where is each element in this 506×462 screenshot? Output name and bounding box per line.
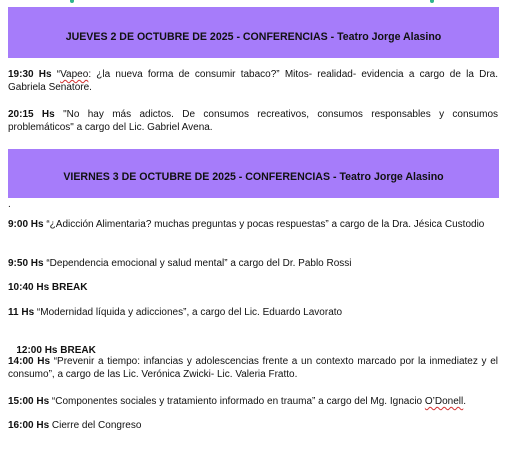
item-time: 10:40 Hs BREAK xyxy=(8,282,88,293)
item-time: 12:00 Hs BREAK xyxy=(13,344,96,356)
thursday-item-1930 xyxy=(8,69,498,94)
item-text: “¿Adicción Alimentaria? muchas preguntas y pocas respuestas” a cargo de la Dra. Jésica Custodio xyxy=(43,219,485,230)
friday-item-0950 xyxy=(8,258,498,271)
item-text: Cierre del Congreso xyxy=(49,420,142,431)
item-text: “Modernidad líquida y adicciones”, a cargo del Lic. Eduardo Lavorato xyxy=(34,307,343,318)
item-text: “Componentes sociales y tratamiento informado en trauma” a cargo del Mg. Ignacio xyxy=(49,396,425,407)
thursday-header: JUEVES 2 DE OCTUBRE DE 2025 - CONFERENCIAS - Teatro Jorge Alasino xyxy=(8,7,499,58)
friday-header: VIERNES 3 DE OCTUBRE DE 2025 - CONFERENCIAS - Teatro Jorge Alasino xyxy=(8,149,499,198)
spellcheck-word: O’Donell xyxy=(424,396,464,407)
friday-item-1500 xyxy=(8,396,498,409)
item-text: : ¿la nueva forma de consumir tabaco?” Mitos- realidad- evidencia a cargo de la Dra. Gabriela Senatore. xyxy=(8,69,499,93)
item-text: "No hay más adictos. De consumos recreativos, consumos responsables y consumos problemáticos" a cargo del Lic. Gabriel Avena. xyxy=(8,109,498,133)
item-text: “Prevenir a tiempo: infancias y adolescencias frente a un contexto marcado por la inmediatez y el consumo”, a cargo de las Lic. Verónica Zwicki- Lic. Valeria Fratto. xyxy=(8,356,499,380)
stray-dot: . xyxy=(8,199,11,210)
item-text: “Dependencia emocional y salud mental” a cargo del Dr. Pablo Rossi xyxy=(43,258,352,269)
item-time: 15:00 Hs xyxy=(8,396,50,407)
item-time: 9:50 Hs xyxy=(8,258,44,269)
friday-item-1100 xyxy=(8,307,498,320)
item-text: . xyxy=(463,396,467,407)
item-time: 14:00 Hs xyxy=(8,356,51,367)
item-time: 11 Hs xyxy=(8,307,35,318)
item-time: 20:15 Hs xyxy=(8,109,55,120)
friday-item-1400 xyxy=(8,356,498,381)
friday-item-break-2 xyxy=(8,332,498,357)
item-time: 19:30 Hs xyxy=(8,69,52,80)
spellcheck-word: Vapeo xyxy=(60,69,89,80)
item-text: “ xyxy=(51,69,61,80)
friday-item-1600 xyxy=(8,420,498,433)
thursday-item-2015 xyxy=(8,109,498,134)
item-time: 16:00 Hs xyxy=(8,420,50,431)
friday-item-break-1 xyxy=(8,282,498,295)
item-time: 9:00 Hs xyxy=(8,219,44,230)
top-decoration xyxy=(0,0,506,6)
friday-item-0900 xyxy=(8,219,498,232)
